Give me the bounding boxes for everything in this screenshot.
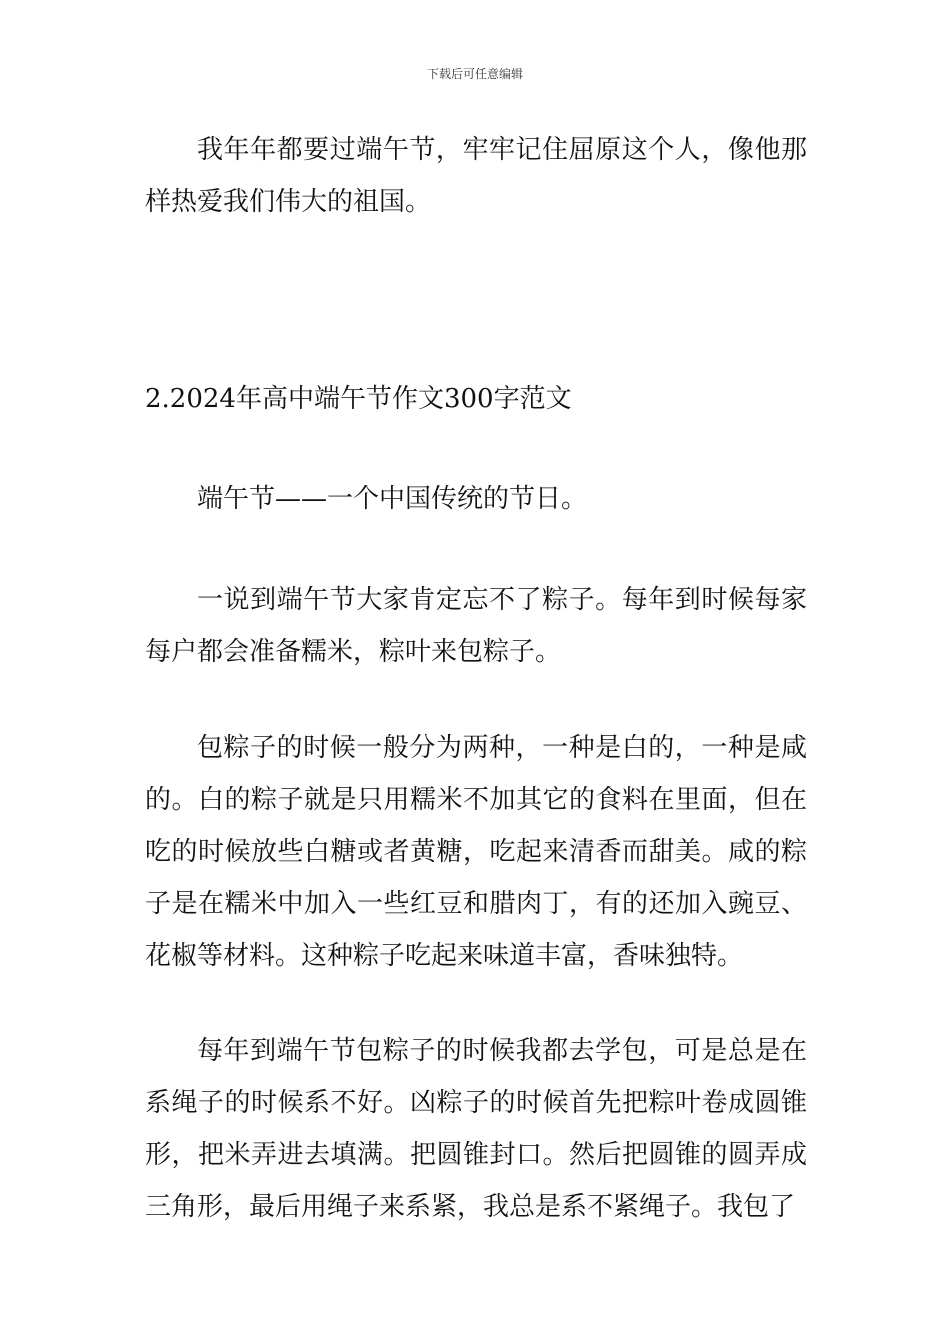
paragraph-1: 我年年都要过端午节，牢牢记住屈原这个人，像他那样热爱我们伟大的祖国。 <box>145 135 807 217</box>
page-header: 下载后可任意编辑 <box>426 67 523 81</box>
paragraph-3: 一说到端午节大家肯定忘不了粽子。每年到时候每家每户都会准备糯米，粽叶来包粽子。 <box>145 585 807 667</box>
paragraph-2: 端午节——一个中国传统的节日。 <box>197 484 588 514</box>
paragraph-5: 每年到端午节包粽子的时候我都去学包，可是总是在系绳子的时候系不好。凶粽子的时候首先把粽叶卷成圆锥形，把米弄进去填满。把圆锥封口。然后把圆锥的圆弄成三角形，最后用绳子来系紧，我总是系不紧绳子。我包了 <box>145 1036 807 1222</box>
paragraph-4: 包粽子的时候一般分为两种，一种是白的，一种是咸的。白的粽子就是只用糯米不加其它的食料在里面，但在吃的时候放些白糖或者黄糖，吃起来清香而甜美。咸的粽子是在糯米中加入一些红豆和腊肉丁，有的还加入豌豆、花椒等材料。这种粽子吃起来味道丰富，香味独特。 <box>145 733 807 971</box>
section-heading: 2.2024年高中端午节作文300字范文 <box>145 384 572 414</box>
